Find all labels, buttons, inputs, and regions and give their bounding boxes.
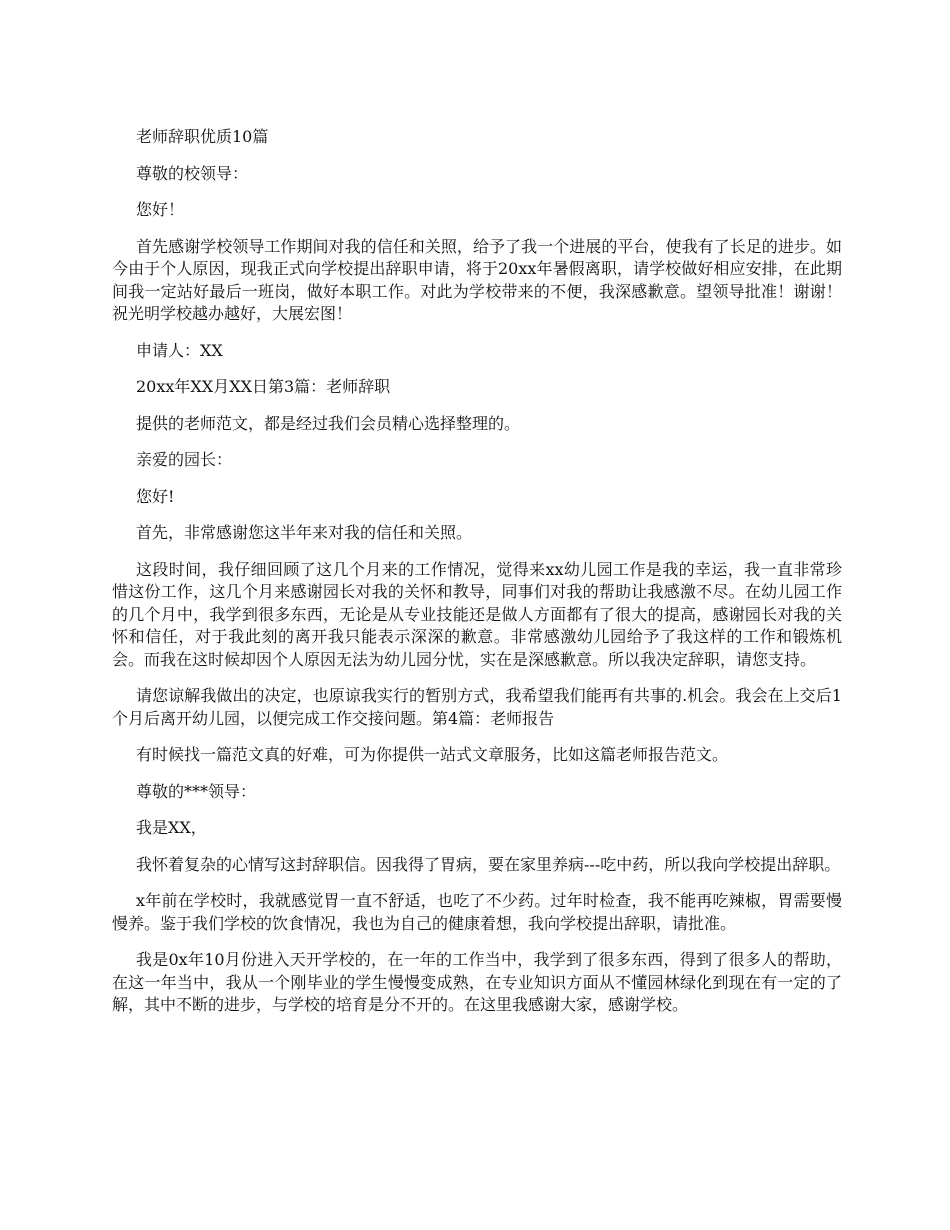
paragraph: 首先感谢学校领导工作期间对我的信任和关照，给予了我一个进展的平台，使我有了长足的进步。如今由于个人原因，现我正式向学校提出辞职申请，将于20xx年暑假离职，请学校做好相应安排，在此期间我一定站好最后一班岗，做好本职工作。对此为学校带来的不便，我深感歉意。望领导批准！谢谢！祝光明学校越办越好，大展宏图！ [112, 236, 842, 323]
paragraph: 提供的老师范文，都是经过我们会员精心选择整理的。 [136, 413, 521, 433]
paragraph: x年前在学校时，我就感觉胃一直不舒适，也吃了不少药。过年时检查，我不能再吃辣椒，胃需要慢慢养。鉴于我们学校的饮食情况，我也为自己的健康着想，我向学校提出辞职，请批准。 [112, 891, 842, 933]
document-body [112, 126, 842, 1031]
applicant-line: 申请人：XX [136, 340, 223, 360]
paragraph: 这段时间，我仔细回顾了这几个月来的工作情况，觉得来xx幼儿园工作是我的幸运，我一直非常珍惜这份工作，这几个月来感谢园长对我的关怀和教导，同事们对我的帮助让我感激不尽。在幼儿园工作的几个月中，我学到很多东西，无论是从专业技能还是做人方面都有了很大的提高，感谢园长对我的关怀和信任，对于我此刻的离开我只能表示深深的歉意。非常感激幼儿园给予了我这样的工作和锻炼机会。而我在这时候却因个人原因无法为幼儿园分忧，实在是深感歉意。所以我决定辞职，请您支持。 [112, 559, 842, 669]
paragraph: 首先，非常感谢您这半年来对我的信任和关照。 [136, 523, 473, 542]
salutation: 亲爱的园长： [136, 450, 233, 469]
paragraph: 我怀着复杂的心情写这封辞职信。因我得了胃病，要在家里养病---吃中药，所以我向学校提出辞职。 [136, 854, 841, 874]
greeting: 您好！ [136, 200, 185, 219]
date-line: 20xx年XX月XX日第3篇：老师辞职 [136, 377, 391, 396]
paragraph: 请您谅解我做出的决定，也原谅我实行的暂别方式，我希望我们能再有共事的.机会。我会在上交后1个月后离开幼儿园，以便完成工作交接问题。第4篇：老师报告 [112, 686, 842, 728]
salutation: 尊敬的校领导： [136, 163, 249, 183]
paragraph: 我是0x年10月份进入天开学校的，在一年的工作当中，我学到了很多东西，得到了很多人的帮助，在这一年当中，我从一个刚毕业的学生慢慢变成熟，在专业知识方面从不懂园林绿化到现在有一定的了解，其中不断的进步，与学校的培育是分不开的。在这里我感谢大家，感谢学校。 [112, 950, 842, 1014]
paragraph: 我是XX， [136, 818, 207, 837]
paragraph: 有时候找一篇范文真的好难，可为你提供一站式文章服务，比如这篇老师报告范文。 [136, 745, 729, 764]
greeting: 您好! [136, 486, 175, 506]
salutation: 尊敬的***领导： [136, 781, 257, 801]
document-title: 老师辞职优质10篇 [136, 127, 269, 146]
